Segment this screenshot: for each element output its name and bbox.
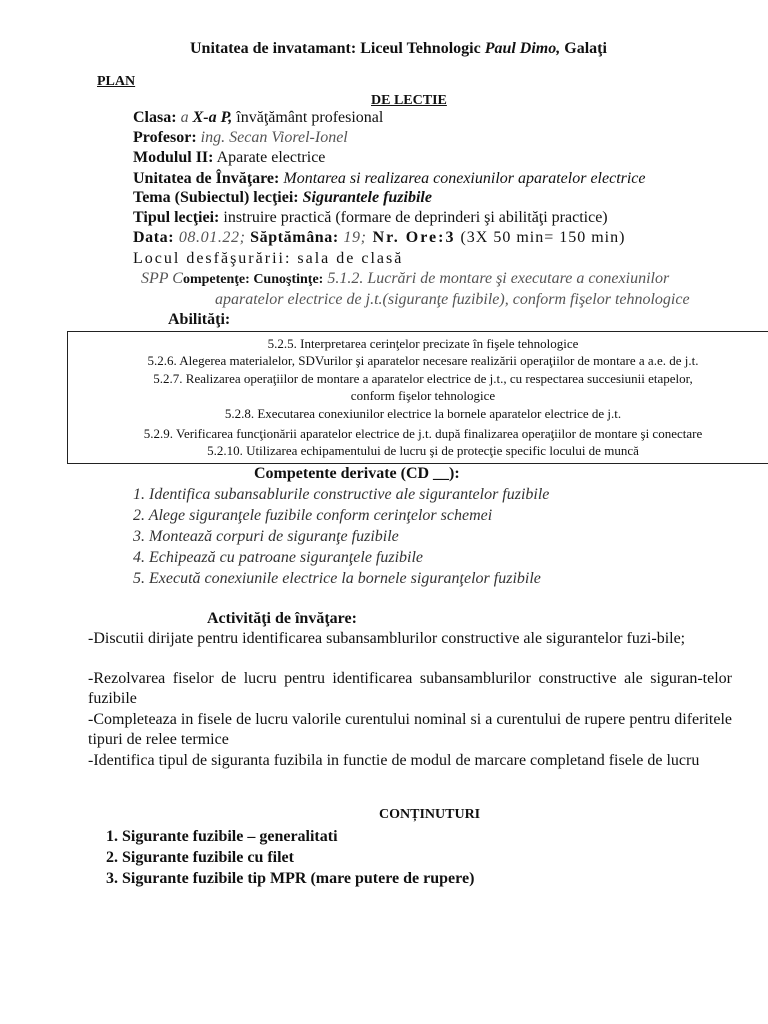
spp-label: SPP C [141,270,183,287]
cunostinte-label: Cunoştinţe: [249,272,324,287]
data-label: Data: [133,229,175,246]
activitate-item: -Identifica tipul de siguranta fuzibila in functie de modul de marcare completand fisele de lucru [88,752,700,769]
tema-value: Sigurantele fuzibile [298,189,432,206]
competente-line [141,270,669,288]
clasa-a: a [176,109,193,126]
tema-line [133,189,432,207]
cunostinte-text-1: 5.1.2. Lucrări de montare şi executare a conexiunilor [323,270,670,287]
profesor-line [133,129,348,147]
data-value: 08.01.22; [174,229,246,246]
activitate-item: -Completeaza in fisele de lucru valorile curentului nominal si a curentului de rupere pentru diferitele tipuri de relee termice [88,711,732,748]
unitate-label: Unitatea de Învăţare: [133,170,280,187]
tip-value: instruire practică (formare de deprinderi şi abilităţi practice) [219,209,608,226]
abilitati-label: Abilităţi: [168,311,231,328]
activitate-item: -Rezolvarea fiselor de lucru pentru identificarea subansamblurilor constructive ale siguran-telor fuzibile [88,670,732,707]
abilitate-item: 5.2.10. Utilizarea echipamentului de lucru şi de protecţie specific locului de muncă [207,443,639,458]
continuturi-title: CONȚINUTURI [379,807,481,822]
unitate-value: Montarea si realizarea conexiunilor aparatelor electrice [279,170,646,187]
cunostinte-text-2: aparatelor electrice de j.t.(siguranţe fuzibile), conform fişelor tehnologice [215,291,690,308]
modul-value: Aparate electrice [213,149,326,166]
clasa-label: Clasa: [133,109,177,126]
tip-line [133,209,608,227]
profesor-label: Profesor: [133,129,197,146]
clasa-value: X-a P, [192,109,233,126]
activitati-title: Activităţi de învăţare: [207,610,357,627]
derivate-item: 4. Echipează cu patroane siguranţele fuzibile [133,549,424,566]
unitate-line [133,170,646,188]
derivate-title: Competente derivate (CD __): [254,465,460,482]
header-prefix: Unitatea de invatamant: Liceul Tehnologic [190,40,485,57]
derivate-item: 1. Identifica subansablurile constructive ale sigurantelor fuzibile [133,486,550,503]
continut-item: 1. Sigurante fuzibile – generalitati [106,828,338,845]
data-line [133,229,625,247]
competente-label: ompetenţe: [182,272,250,287]
abilitate-item: 5.2.9. Verificarea funcţionării aparatelor electrice de j.t. după finalizarea operaţiilor de montare şi conectare [143,426,703,441]
document-header [190,40,607,58]
locul-line: Locul desfăşurării: sala de clasă [133,250,404,267]
modul-line [133,149,325,167]
de-lectie-title: DE LECTIE [371,93,447,108]
derivate-item: 2. Alege siguranţele fuzibile conform cerinţelor schemei [133,507,493,524]
plan-title: PLAN [97,74,136,89]
saptamana-value: 19; [338,229,367,246]
modul-label: Modulul II: [133,149,214,166]
abilitate-item: 5.2.5. Interpretarea cerinţelor precizate în fişele tehnologice [267,336,579,351]
abilitate-item: conform fişelor tehnologice [350,388,496,403]
school-name: Paul Dimo, [484,40,561,57]
saptamana-label: Săptămâna: [245,229,339,246]
continut-item: 3. Sigurante fuzibile tip MPR (mare putere de rupere) [106,870,475,887]
header-city: Galaţi [560,40,607,57]
tip-label: Tipul lecţiei: [133,209,220,226]
ore-value: (3X 50 min= 150 min) [455,229,626,246]
derivate-item: 5. Execută conexiunile electrice la bornele siguranţelor fuzibile [133,570,541,587]
abilitati-box [67,331,768,464]
continut-item: 2. Sigurante fuzibile cu filet [106,849,294,866]
abilitate-item: 5.2.7. Realizarea operaţiilor de montare a aparatelor electrice de j.t., cu respectarea succesiunii etapelor, [153,371,693,386]
tema-label: Tema (Subiectul) lecţiei: [133,189,299,206]
clasa-line [133,109,383,127]
abilitate-item: 5.2.8. Executarea conexiunilor electrice la bornele aparatelor electrice de j.t. [224,406,622,421]
derivate-item: 3. Montează corpuri de siguranţe fuzibile [133,528,399,545]
profesor-value: ing. Secan Viorel-Ionel [196,129,348,146]
activitate-item: -Discutii dirijate pentru identificarea subansamblurilor constructive ale sigurantelor fuzi-bile; [88,630,686,647]
abilitate-item: 5.2.6. Alegerea materialelor, SDVurilor şi aparatelor necesare realizării operaţiilor de montare a a.e. de j.t. [147,353,699,368]
ore-label: Nr. Ore:3 [366,229,456,246]
clasa-rest: învăţământ profesional [232,109,384,126]
